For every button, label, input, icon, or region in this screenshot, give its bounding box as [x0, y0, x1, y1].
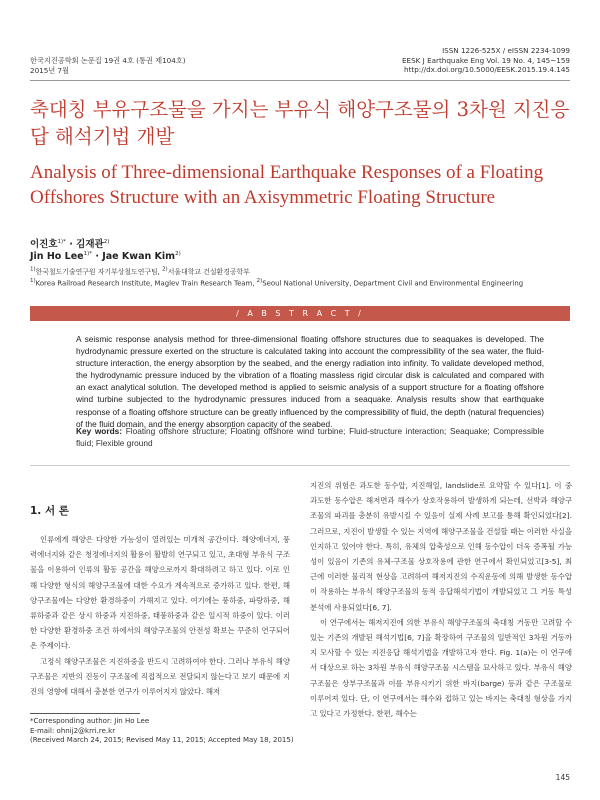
aff-2-ko: 서울대학교 건설환경공학부: [167, 268, 250, 276]
title-english: Analysis of Three-dimensional Earthquake Responses of a Floating Offshores Structure with an Axisymmetric Floating Structure: [30, 162, 544, 208]
title-korean: 축대칭 부유구조물을 가지는 부유식 해양구조물의 3차원 지진응답 해석기법 개발: [30, 98, 570, 148]
author-2-mark: 2): [103, 238, 110, 245]
abstract-banner: / A B S T R A C T /: [30, 306, 570, 321]
doi-link[interactable]: http://dx.doi.org/10.5000/EESK.2015.19.4.145: [404, 65, 570, 75]
affiliations-korean: $^{1)}$한국철도기술연구원 자기부상철도연구팀, $^{2)}$서울대학교 건설환경공학부: [30, 266, 250, 276]
author-1-mark-en: 1)*: [83, 251, 92, 257]
aff-1-en: Korea Railroad Research Institute, Maglev Train Research Team,: [35, 279, 255, 288]
author-separator: ·: [69, 239, 73, 250]
received-dates: (Received March 24, 2015; Revised May 11, 2015; Accepted May 18, 2015): [30, 736, 294, 745]
paragraph: 지진의 위험은 과도한 동수압, 지진해일, landslide로 요약할 수 있다[1]. 이 중 과도한 동수압은 해저면과 해수가 상호작용하여 발생하게 되는데, 선박과 해양구조물의 파괴를 충분히 유발시킬 수 있음이 실제 사례 보고를 통해 확인되었다[2]. 그러므로, 지진이 발생할 수 있는 지역에 해양구조물을 건설할 때는 이러한 사실을 인지하고 있어야 한다. 특히, 유체의 압축성으로 인해 동수압이 더욱 증폭될 가능성이 있음이 기존의 유체-구조물 상호작용에 관한 연구에서 확인되었고[3-5], 최근에 이러한 물리적 현상을 고려하여 해저지진의 수직운동에 의해 발생한 동수압이 작용하는 부유식 해양구조물의 동적 응답해석기법이 개발되었고 그 거동 특성 분석에 사용되었다[6, 7].: [310, 481, 572, 612]
journal-name-ko: 한국지진공학회 논문집 19권 4호 (통권 제104호): [30, 56, 186, 65]
paragraph: 고정식 해양구조물은 지진하중을 반드시 고려하여야 한다. 그러나 부유식 해양구조물은 지반의 진동이 구조물에 직접적으로 전달되지 않는다고 보기 때문에 지진의 영향에 대해서 충분한 연구가 이루어지지 않았다. 해저: [30, 656, 290, 697]
aff-1-mark-en: 1): [30, 278, 36, 284]
paragraph: 이 연구에서는 해저지진에 의한 부유식 해양구조물의 축대칭 거동만 고려할 수 있는 기존의 개발된 해석기법[6, 7]을 확장하여 구조물의 일반적인 3차원 거동까지 모사할 수 있는 지진응답 해석기법을 개발하고자 한다. Fig. 1(a)는 이 연구에서 대상으로 하는 3차원 부유식 해양구조물 시스템을 묘사하고 있다. 부유식 해양구조물은 상부구조물과 이를 부유시키기 위한 바지(barge) 등과 같은 구조물로 이루어져 있다. 단, 이 연구에서는 해수와 접하고 있는 바지는 축대칭 형상을 가지고 있다고 가정한다. 한편, 해수는: [310, 617, 572, 719]
author-2-ko: 김재관: [76, 239, 104, 250]
journal-header-left: [30, 56, 186, 76]
journal-header-right: [402, 46, 570, 75]
journal-name-en: EESK J Earthquake Eng Vol. 19 No. 4, 145~159: [402, 55, 570, 65]
author-email[interactable]: E-mail: ohnij2@krri.re.kr: [30, 726, 116, 735]
aff-2-en: Seoul National University, Department Civil and Environmental Engineering: [262, 279, 524, 288]
body-column-left: [30, 532, 290, 699]
footnote-divider: [30, 713, 140, 714]
body-column-right: [310, 478, 572, 721]
affiliations-english: [30, 278, 523, 287]
section-heading: 1. 서 론: [30, 505, 69, 517]
authors-korean: [30, 236, 109, 250]
aff-2-mark-en: 2): [256, 278, 263, 284]
keywords-label: Key words:: [76, 426, 123, 436]
author-2-mark-en: 2): [175, 251, 181, 257]
paragraph: 인류에게 해양은 다양한 가능성이 열려있는 미개척 공간이다. 해양에너지, 풍력에너지와 같은 청정에너지의 활용이 활발히 연구되고 있고, 초대형 부유식 구조물을 이용하여 인류의 활동 공간을 해양으로까지 확대하려고 하고 있다. 이로 인해 다양한 형식의 해양구조물에 대한 수요가 계속적으로 증가하고 있다. 한편, 해양구조물에는 다양한 환경하중이 가해지고 있다. 여기에는 풍하중, 파랑하중, 해류하중과 같은 상시 하중과 지진하중, 태풍하중과 같은 일시적 하중이 있다. 이러한 다양한 환경하중 조건 하에서의 해양구조물의 안전성 확보는 꾸준히 연구되어 온 주제이다.: [30, 535, 290, 651]
footnote: [30, 717, 294, 746]
author-2-en: Jae Kwan Kim: [102, 251, 176, 263]
keywords-list: Floating offshore structure; Floating offshore wind turbine; Fluid-structure interaction; Seaquake; Compressible fluid; Flexible ground: [76, 426, 544, 449]
authors-english: [30, 251, 181, 262]
abstract-text: A seismic response analysis method for three-dimensional floating offshore structures due to seaquakes is developed. The hydrodynamic pressure exerted on the structure is calculated taking into account the compressibility of the sea water, the fluid-structure interaction, the energy absorption by the seabed, and the energy radiation into infinity. To validate developed method, the hydrodynamic pressure induced by the vibration of a floating massless rigid circular disk is calculated and compared with an exact analytical solution. The developed method is applied to seismic analysis of a support structure for a floating offshore wind turbine subjected to the hydrodynamic pressures induced from a seaquake. Analysis results show that earthquake response of a floating offshore structure can be greatly influenced by the compressibility of fluid, the depth (natural frequencies) of the fluid domain, and the energy absorption capacity of the seabed.: [76, 334, 544, 429]
journal-date-ko: 2015년 7월: [30, 66, 70, 75]
keywords: [76, 425, 544, 449]
issn: ISSN 1226-525X / eISSN 2234-1099: [442, 46, 570, 55]
page-number: 145: [555, 773, 570, 782]
corresponding-author: *Corresponding author: Jin Ho Lee: [30, 717, 150, 725]
author-1-en: Jin Ho Lee: [30, 251, 84, 263]
aff-2-mark: 2): [162, 266, 168, 273]
author-separator-en: ·: [95, 251, 99, 263]
aff-1-ko: 한국철도기술연구원 자기부상철도연구팀: [35, 268, 158, 276]
header-divider: [30, 80, 570, 81]
author-1-mark: 1)*: [57, 238, 66, 245]
aff-1-mark: 1): [30, 266, 36, 273]
author-1-ko: 이진호: [30, 239, 58, 250]
abstract-divider: [30, 465, 570, 466]
